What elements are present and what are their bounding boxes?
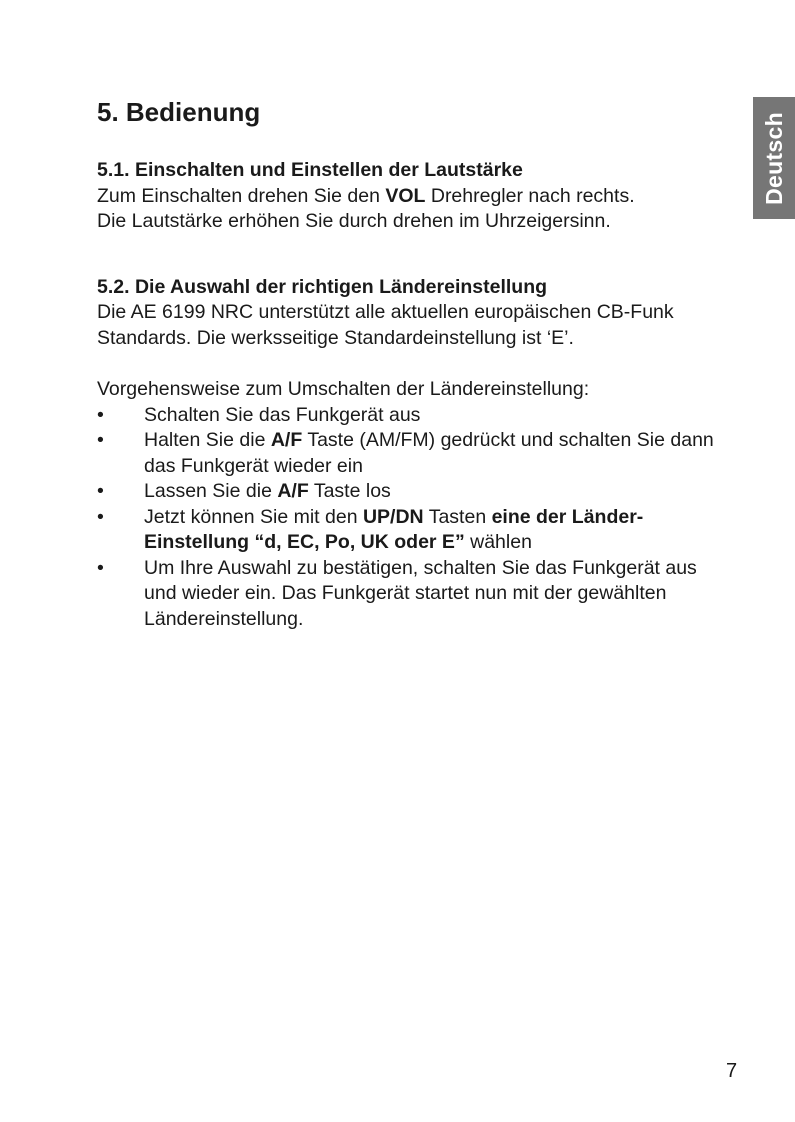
- country-setting-text: Die AE 6199 NRC unterstützt alle aktuellen europäischen CB-Funk Standards. Die werksseitige Standardeinstellung ist ‘E’.: [97, 301, 674, 349]
- power-instruction: [97, 184, 717, 210]
- af-keyword: A/F: [277, 480, 309, 502]
- section-title-country-setting: 5.2. Die Auswahl der richtigen Ländereinstellung: [97, 275, 548, 298]
- step-text: Schalten Sie das Funkgerät aus: [144, 403, 421, 426]
- step-text-post: Taste (AM/FM) gedrückt und schalten Sie dann das Funkgerät wieder ein: [144, 429, 714, 477]
- step-text: Um Ihre Auswahl zu bestätigen, schalten Sie das Funkgerät aus und wieder ein. Das Funkgerät startet nun mit der gewählten Ländereinstellung.: [144, 556, 697, 630]
- language-tab: [753, 97, 795, 219]
- procedure-step: [97, 403, 717, 429]
- step-text-pre: Jetzt können Sie mit den: [144, 505, 363, 528]
- step-text-pre: Lassen Sie die: [144, 480, 278, 502]
- section-power-volume: [97, 158, 717, 235]
- procedure-steps: [97, 403, 717, 633]
- volume-instruction: Die Lautstärke erhöhen Sie durch drehen im Uhrzeigersinn.: [97, 210, 611, 232]
- step-text-post: Taste los: [308, 480, 391, 502]
- power-text-post: Drehregler nach rechts.: [425, 184, 635, 207]
- section-country-setting: [97, 275, 717, 352]
- bullet-icon: •: [97, 480, 104, 502]
- bullet-icon: •: [97, 429, 104, 451]
- page-content: [97, 96, 717, 632]
- procedure-step: [97, 505, 717, 556]
- power-text-pre: Zum Einschalten drehen Sie den: [97, 184, 386, 207]
- af-keyword: A/F: [270, 429, 303, 451]
- bullet-icon: •: [97, 556, 104, 579]
- vol-keyword: VOL: [385, 184, 426, 207]
- updn-keyword: UP/DN: [362, 505, 424, 528]
- page-title: 5. Bedienung: [97, 97, 261, 127]
- country-options-keyword: eine der Länder-Einstellung “d, EC, Po, UK oder E”: [144, 505, 644, 553]
- procedure-step: [97, 556, 717, 633]
- step-text-pre: Halten Sie die: [144, 429, 271, 451]
- page-number: 7: [726, 1060, 738, 1082]
- section-title-power-volume: 5.1. Einschalten und Einstellen der Lautstärke: [97, 159, 523, 181]
- language-tab-label: Deutsch: [760, 111, 787, 205]
- bullet-icon: •: [97, 403, 104, 426]
- bullet-icon: •: [97, 505, 104, 528]
- procedure-step: [97, 428, 717, 479]
- procedure-step: [97, 479, 717, 505]
- step-text-post: wählen: [464, 531, 532, 553]
- step-text-mid: Tasten: [423, 505, 492, 528]
- procedure-intro: Vorgehensweise zum Umschalten der Ländereinstellung:: [97, 378, 590, 400]
